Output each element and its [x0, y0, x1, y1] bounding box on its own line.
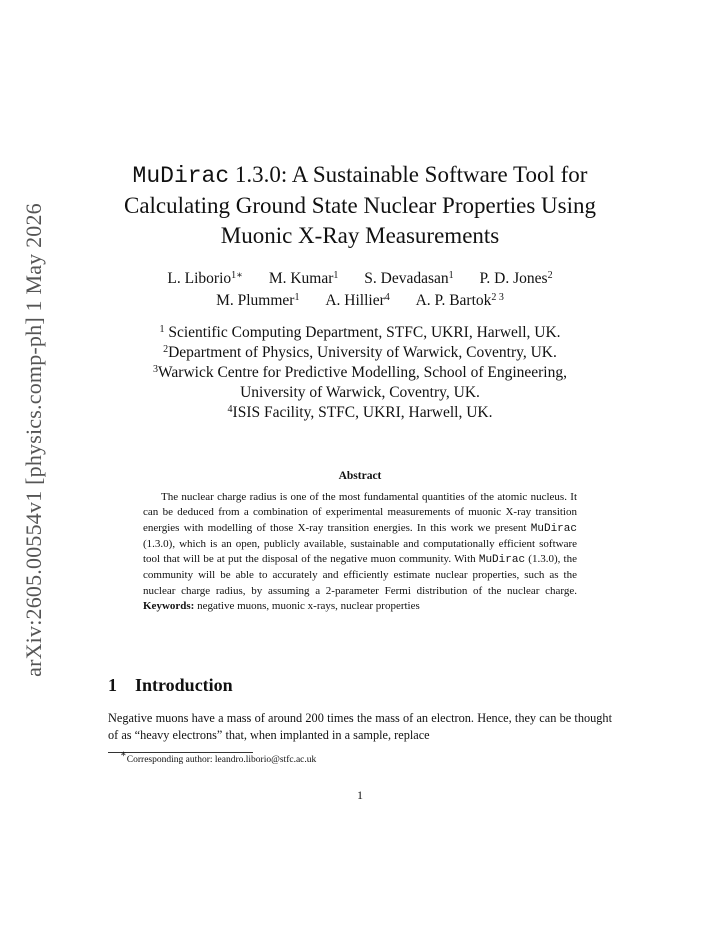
section-heading	[108, 675, 233, 696]
affiliation-mark: 3	[153, 364, 159, 375]
author-affiliation-mark: 1∗	[231, 270, 243, 281]
affiliation	[80, 383, 640, 403]
affiliation-mark: 4	[227, 404, 233, 415]
affiliation-text: University of Warwick, Coventry, UK.	[240, 384, 480, 401]
footnote-text: Corresponding author: leandro.liborio@stfc.ac.uk	[126, 755, 317, 765]
abstract-text: (1.3.0), which is an open, publicly available, sustainable and computationally efficient software tool that will be at put the disposal of the negative muon community. With	[143, 537, 577, 566]
author	[269, 270, 339, 287]
author	[364, 270, 453, 287]
arxiv-identifier: arXiv:2605.00554v1 [physics.comp-ph] 1 May 2026	[21, 203, 46, 677]
author-affiliation-mark: 2	[547, 270, 553, 281]
footnote	[120, 749, 317, 765]
affiliation	[80, 403, 640, 423]
abstract-text: (1.3.0), the community will be able to accurately and efficiently estimate nuclear properties, such as the nuclear charge radius, by assuming a 2-parameter Fermi distribution of the nuclear charge.	[143, 553, 577, 597]
author-name: P. D. Jones	[479, 270, 548, 287]
section-title: Introduction	[135, 675, 233, 695]
keywords-text: negative muons, muonic x-rays, nuclear properties	[194, 600, 420, 613]
footnote-rule	[108, 752, 253, 753]
author-name: M. Kumar	[268, 270, 334, 287]
keywords-label: Keywords:	[143, 600, 195, 613]
abstract-heading: Abstract	[338, 470, 382, 482]
author	[167, 270, 243, 287]
section-number: 1	[108, 675, 117, 695]
title-line-1-rest: 1.3.0: A Sustainable Software Tool for	[229, 162, 588, 187]
author-row-2	[80, 290, 640, 312]
author-list	[80, 268, 640, 312]
affiliation-mark: 2	[163, 344, 169, 355]
affiliation-text: Department of Physics, University of Warwick, Coventry, UK.	[168, 344, 557, 361]
affiliation	[80, 323, 640, 343]
affiliation-text: Warwick Centre for Predictive Modelling, School of Engineering,	[158, 364, 567, 381]
paper-title	[80, 160, 640, 251]
title-line-2: Calculating Ground State Nuclear Properties Using	[123, 193, 597, 218]
title-line-3: Muonic X-Ray Measurements	[220, 223, 500, 248]
affiliation-mark: 1	[159, 324, 165, 335]
affiliation-text: ISIS Facility, STFC, UKRI, Harwell, UK.	[232, 404, 493, 421]
author-name: A. P. Bartok	[415, 292, 492, 309]
footnote-mark: ∗	[120, 749, 127, 760]
author-name: M. Plummer	[216, 292, 295, 309]
author-affiliation-mark: 1	[333, 270, 339, 281]
abstract-body	[143, 490, 577, 614]
abstract-code-name: MuDirac	[478, 554, 526, 567]
title-line-1	[80, 160, 640, 191]
affiliation-list	[80, 323, 640, 423]
author	[325, 292, 389, 309]
page-number: 1	[357, 788, 363, 802]
abstract-text: The nuclear charge radius is one of the most fundamental quantities of the atomic nucleus. It can be deduced from a combination of experimental measurements of muonic X-ray transition energies with modelling of those X-ray transition energies. In this work we present	[143, 491, 577, 534]
author-affiliation-mark: 1	[448, 270, 454, 281]
author-name: S. Devadasan	[364, 270, 449, 287]
author-name: L. Liborio	[167, 270, 232, 287]
author-affiliation-mark: 4	[384, 292, 390, 303]
author-row-1	[80, 268, 640, 290]
intro-paragraph: Negative muons have a mass of around 200 times the mass of an electron. Hence, they can be thought of as “heavy electrons” that, when implanted in a sample, replace	[108, 711, 612, 742]
author-affiliation-mark: 1	[294, 292, 300, 303]
affiliation-text: Scientific Computing Department, STFC, UKRI, Harwell, UK.	[164, 324, 561, 341]
abstract-code-name: MuDirac	[530, 522, 577, 535]
author	[216, 292, 299, 309]
author	[480, 270, 553, 287]
affiliation	[80, 343, 640, 363]
author-affiliation-mark: 2 3	[491, 292, 504, 303]
title-code-name: MuDirac	[132, 163, 230, 189]
author-name: A. Hillier	[325, 292, 385, 309]
author	[416, 292, 504, 309]
affiliation	[80, 363, 640, 383]
